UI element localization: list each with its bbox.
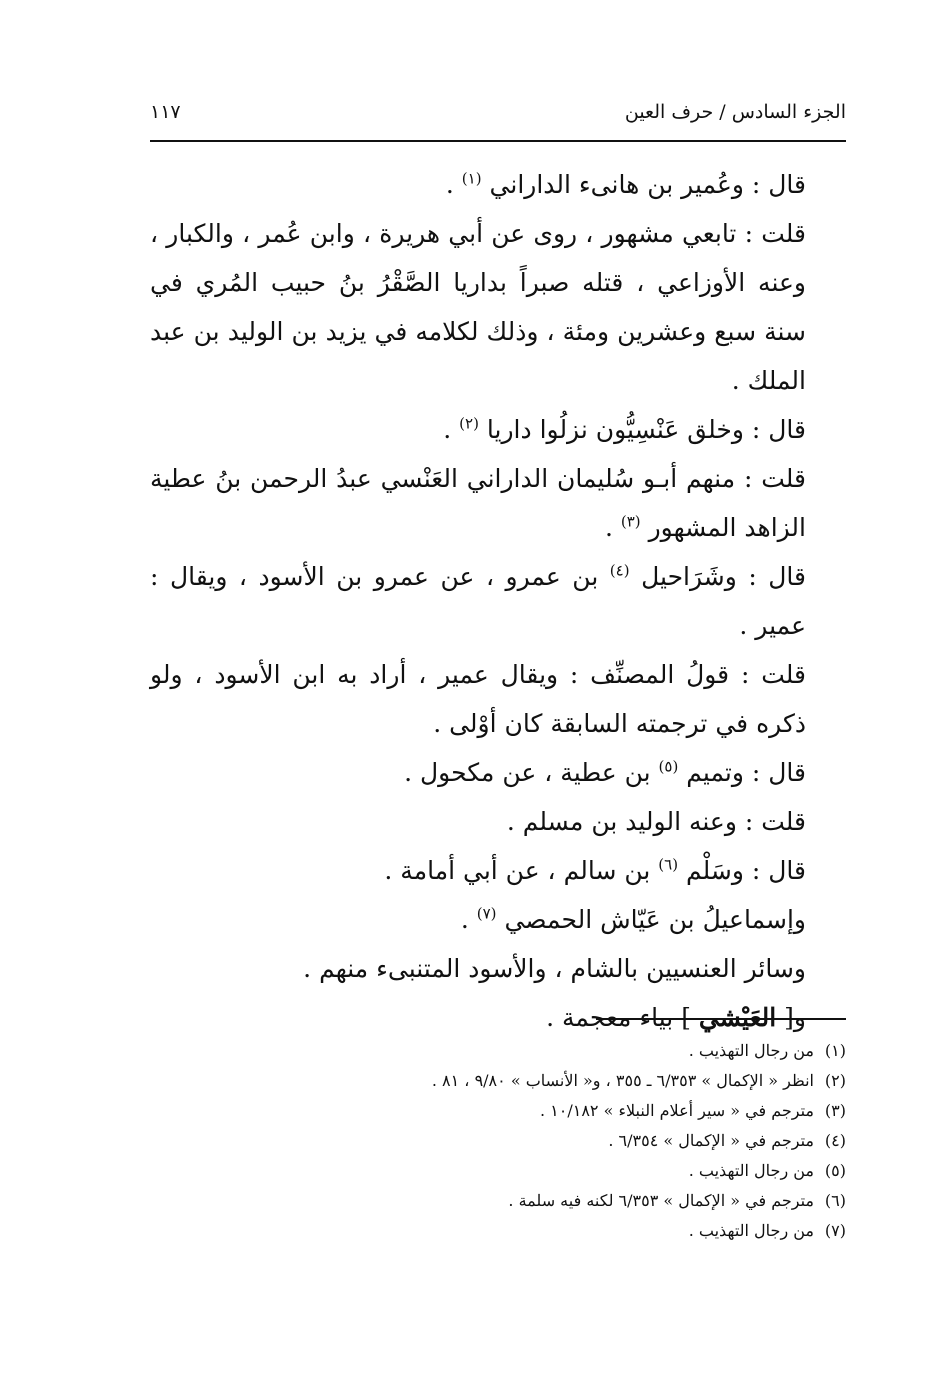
footnote-number: (٥) (824, 1161, 846, 1180)
paragraph: وإسماعيلُ بن عَيّاش الحمصي $^{(٧)}$ . (460, 904, 806, 934)
paragraph: قال : وخلق عَنْسِيُّون نزلُوا داريا $^{(٢)}$ . (443, 414, 806, 444)
running-title: الجزء السادس / حرف العين (624, 101, 846, 123)
footnote-rule (596, 1018, 846, 1020)
page-number: ١١٧ (150, 101, 181, 123)
footnote: (٧)من رجال التهذيب . (150, 1216, 846, 1246)
footnote: (٢)انظر « الإكمال » ٦/٣٥٣ ـ ٣٥٥ ، و« الأنساب » ٩/٨٠ ، ٨١ . (150, 1066, 846, 1096)
footnote: (١)من رجال التهذيب . (150, 1036, 846, 1066)
paragraph: و[ العَيْشي ] بياء معجمة . (546, 1003, 806, 1032)
paragraph: قلت : قولُ المصنِّف : ويقال عمير ، أراد به ابن الأسود ، ولو ذكره في ترجمته السابقة كان أوْلى . (150, 660, 806, 738)
footnote-ref: (٣) (620, 512, 641, 531)
paragraph: قال : وشَرَاحيل $^{(٤)}$ بن عمرو ، عن عمرو بن الأسود ، ويقال : عمير . (150, 561, 806, 640)
footnote-ref: (٧) (476, 904, 497, 923)
footnote-number: (٣) (824, 1101, 846, 1120)
footnote-number: (١) (824, 1041, 846, 1060)
bold-term: العَيْشي (698, 1003, 777, 1032)
footnote-number: (٤) (824, 1131, 846, 1150)
footnote-ref: (٦) (658, 855, 679, 874)
footnote-number: (٧) (824, 1221, 846, 1240)
footnote: (٦)مترجم في « الإكمال » ٦/٣٥٣ لكنه فيه سلمة . (150, 1186, 846, 1216)
footnote: (٤)مترجم في « الإكمال » ٦/٣٥٤ . (150, 1126, 846, 1156)
footnotes (150, 1036, 846, 1246)
header-rule (150, 140, 846, 142)
paragraph: قلت : وعنه الوليد بن مسلم . (506, 807, 806, 836)
footnote-ref: (٢) (459, 414, 479, 433)
page-header (150, 92, 846, 132)
paragraph: قلت : تابعي مشهور ، روى عن أبي هريرة ، وابن عُمر ، والكبار ، وعنه الأوزاعي ، قتله صبراً بداريا الصَّقْرُ بنُ حبيب المُري في سنة سبع وعشرين ومئة ، وذلك لكلامه في يزيد بن الوليد بن عبد الملك . (150, 219, 806, 395)
paragraph: قلت : منهم أبـو سُليمان الداراني العَنْسي عبدُ الرحمن بنُ عطية الزاهد المشهور $^{(٣)}$ . (150, 464, 806, 542)
paragraph: وسائر العنسيين بالشام ، والأسود المتنبىء منهم . (303, 954, 806, 983)
paragraph: قال : وتميم $^{(٥)}$ بن عطية ، عن مكحول . (404, 757, 806, 787)
footnote-ref: (٥) (658, 757, 679, 776)
footnote: (٥)من رجال التهذيب . (150, 1156, 846, 1186)
footnote: (٣)مترجم في « سير أعلام النبلاء » ١٠/١٨٢ . (150, 1096, 846, 1126)
footnote-number: (٦) (824, 1191, 846, 1210)
footnote-ref: (٤) (609, 561, 630, 580)
footnote-number: (٢) (824, 1071, 846, 1090)
paragraph: قال : وعُمير بن هانىء الداراني $^{(١)}$ . (445, 169, 806, 199)
main-text (150, 160, 846, 1042)
footnote-ref: (١) (461, 169, 482, 188)
paragraph: قال : وسَلْم $^{(٦)}$ بن سالم ، عن أبي أمامة . (384, 855, 806, 885)
